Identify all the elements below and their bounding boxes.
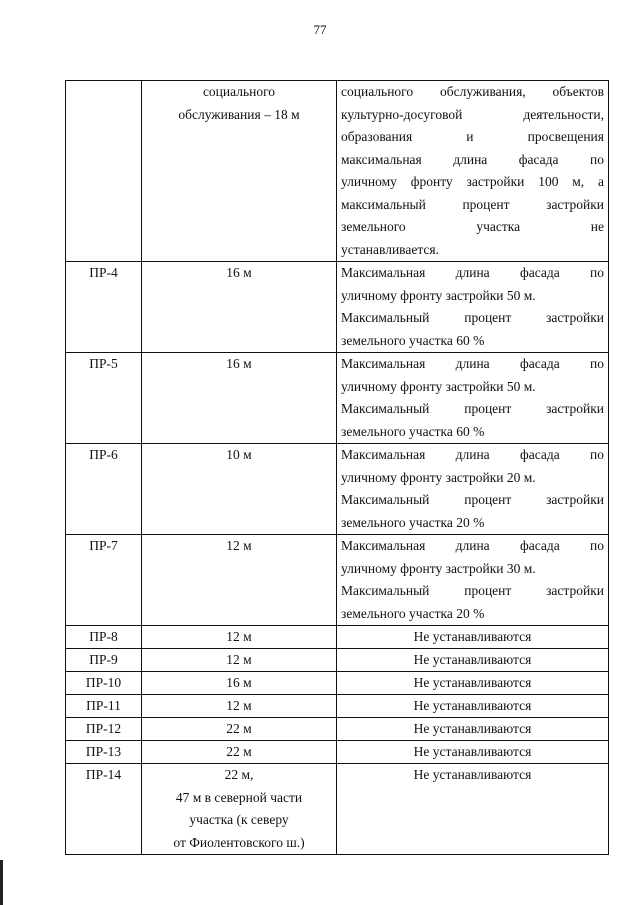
desc-line: земельного участка 20 % xyxy=(341,514,485,530)
height-cell: 12 м xyxy=(142,535,337,626)
desc-line: уличному фронту застройки 100 м, а xyxy=(341,174,604,189)
parameters-cell: Не устанавливаются xyxy=(337,764,609,855)
zone-code-cell: ПР-5 xyxy=(66,353,142,444)
desc-line: культурно-досуговой деятельности, xyxy=(341,106,604,122)
height-cell xyxy=(142,764,337,855)
scan-edge-mark xyxy=(0,860,3,905)
table-row xyxy=(66,764,609,855)
desc-line: устанавливается. xyxy=(341,241,439,257)
desc-line: земельного участка 20 % xyxy=(341,605,485,621)
height-cell: 12 м xyxy=(142,626,337,649)
desc-line: Максимальный процент застройки xyxy=(341,310,604,325)
table-row xyxy=(66,81,609,262)
regulations-table xyxy=(65,80,609,855)
zone-code-cell: ПР-13 xyxy=(66,741,142,764)
table-row xyxy=(66,695,609,718)
height-line: социального xyxy=(202,84,276,99)
parameters-cell: Не устанавливаются xyxy=(337,649,609,672)
zone-code-cell: ПР-6 xyxy=(66,444,142,535)
height-cell: 22 м xyxy=(142,741,337,764)
table-row xyxy=(66,741,609,764)
desc-line: Максимальная длина фасада по xyxy=(341,447,604,462)
zone-code-cell: ПР-10 xyxy=(66,672,142,695)
zone-code-cell: ПР-12 xyxy=(66,718,142,741)
height-line: 47 м в северной части xyxy=(175,789,303,805)
height-line: 22 м, xyxy=(224,767,254,782)
parameters-cell: Не устанавливаются xyxy=(337,718,609,741)
desc-line: уличному фронту застройки 20 м. xyxy=(341,469,536,485)
desc-line: земельного участка 60 % xyxy=(341,332,485,348)
parameters-cell: Не устанавливаются xyxy=(337,672,609,695)
table-row xyxy=(66,649,609,672)
desc-line: уличному фронту застройки 30 м. xyxy=(341,560,536,576)
height-line: участка (к северу xyxy=(189,812,289,827)
parameters-cell xyxy=(337,353,609,444)
desc-line: максимальный процент застройки xyxy=(341,196,604,212)
height-cell: 22 м xyxy=(142,718,337,741)
height-cell: 16 м xyxy=(142,353,337,444)
parameters-cell: Не устанавливаются xyxy=(337,626,609,649)
desc-line: земельного участка не xyxy=(341,219,604,234)
table-row xyxy=(66,444,609,535)
height-line: от Фиолентовского ш.) xyxy=(173,834,305,850)
desc-line: образования и просвещения xyxy=(341,129,604,144)
page-number: 77 xyxy=(313,22,327,37)
desc-line: Максимальная длина фасада по xyxy=(341,356,604,371)
desc-line: Максимальный процент застройки xyxy=(341,583,604,598)
zone-code-cell: ПР-8 xyxy=(66,626,142,649)
parameters-cell: Не устанавливаются xyxy=(337,741,609,764)
zone-code-cell: ПР-7 xyxy=(66,535,142,626)
desc-line: Максимальный процент застройки xyxy=(341,401,604,416)
zone-code-cell: ПР-11 xyxy=(66,695,142,718)
zone-code-cell: ПР-4 xyxy=(66,262,142,353)
height-cell: 16 м xyxy=(142,262,337,353)
table-row xyxy=(66,353,609,444)
table-row xyxy=(66,672,609,695)
table-row xyxy=(66,262,609,353)
zone-code-cell: ПР-9 xyxy=(66,649,142,672)
desc-line: уличному фронту застройки 50 м. xyxy=(341,287,536,303)
height-cell: 12 м xyxy=(142,695,337,718)
desc-line: Максимальная длина фасада по xyxy=(341,538,604,553)
desc-line: Максимальный процент застройки xyxy=(341,492,604,507)
height-cell: 12 м xyxy=(142,649,337,672)
parameters-cell xyxy=(337,444,609,535)
parameters-cell xyxy=(337,535,609,626)
table-row xyxy=(66,535,609,626)
height-cell: 16 м xyxy=(142,672,337,695)
desc-line: земельного участка 60 % xyxy=(341,423,485,439)
desc-line: максимальная длина фасада по xyxy=(341,151,604,167)
desc-line: уличному фронту застройки 50 м. xyxy=(341,378,536,394)
height-line: обслуживания – 18 м xyxy=(178,106,300,122)
parameters-cell xyxy=(337,81,609,262)
table-row xyxy=(66,626,609,649)
zone-code-cell: ПР-14 xyxy=(66,764,142,855)
table-row xyxy=(66,718,609,741)
zone-code-cell xyxy=(66,81,142,262)
height-cell: 10 м xyxy=(142,444,337,535)
parameters-cell xyxy=(337,262,609,353)
height-cell xyxy=(142,81,337,262)
parameters-cell: Не устанавливаются xyxy=(337,695,609,718)
desc-line: Максимальная длина фасада по xyxy=(341,265,604,280)
desc-line: социального обслуживания, объектов xyxy=(341,84,604,99)
